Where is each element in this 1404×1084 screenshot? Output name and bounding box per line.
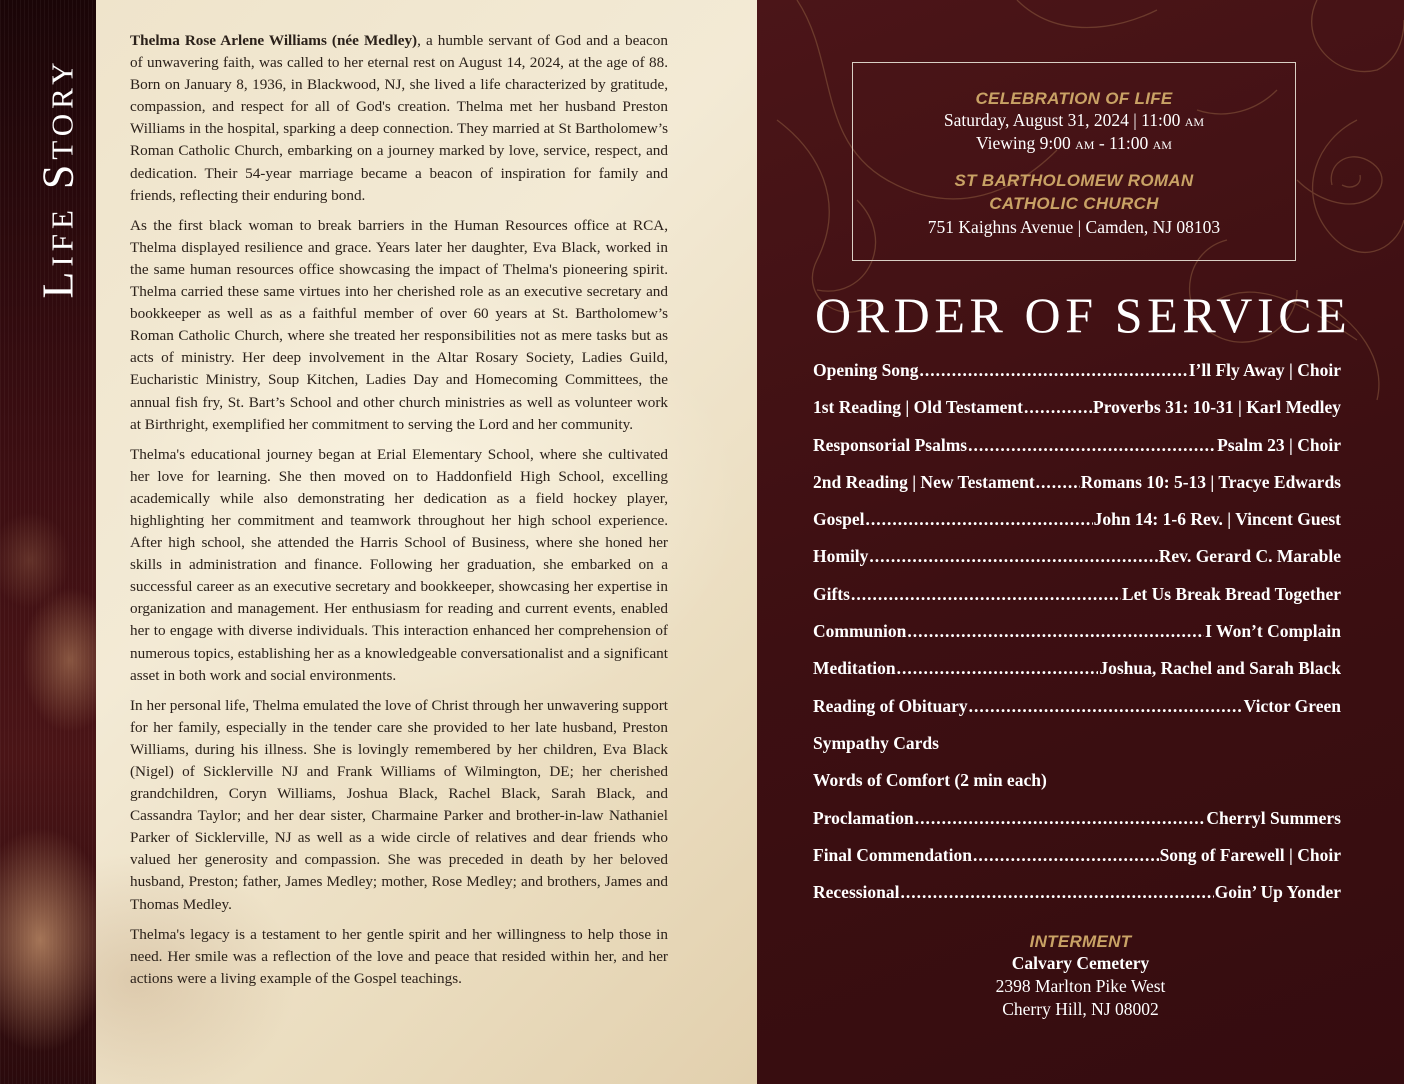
program-value: Victor Green <box>1243 695 1341 716</box>
dot-leader <box>1024 397 1092 418</box>
program-label: Meditation <box>813 658 896 679</box>
dot-leader <box>907 621 1204 642</box>
program-row <box>813 696 1341 733</box>
obituary-paragraph-2: As the first black woman to break barriers in the Human Resources office at RCA, Thelma displayed resilience and grace. Years later her daughter, Eva Black, worked in the same human resources office showcasing the impact of Thelma's pioneering spirit. Thelma carried these same virtues into her cherished role as an executive secretary and bookkeeper as well as as a faithful member of over 60 years at St. Bartholomew’s Roman Catholic Church, where she treated her responsibilities not as mere tasks but as acts of ministry. Her deep involvement in the Altar Rosary Society, Ladies Guild, Eucharistic Ministry, Soup Kitchen, Ladies Day and Homecoming Committees, the annual fish fry, St. Bart’s School and other church ministries as well as volunteer work at Birthright, exemplified her commitment to serving the Lord and her community. <box>130 216 668 433</box>
program-row <box>813 584 1341 621</box>
viewing-start: Viewing 9:00 <box>976 133 1076 153</box>
program-label: Final Commendation <box>813 844 972 865</box>
program-label: Gospel <box>813 509 865 530</box>
program-value: Joshua, Rachel and Sarah Black <box>1099 658 1341 679</box>
program-label: Opening Song <box>813 360 919 380</box>
program-list <box>813 360 1341 919</box>
program-value: Proverbs 31: 10-31 | Karl Medley <box>1093 397 1341 418</box>
program-label: Sympathy Cards <box>813 732 939 753</box>
program-row <box>813 360 1341 397</box>
program-value: Psalm 23 | Choir <box>1217 434 1341 455</box>
program-row <box>813 621 1341 658</box>
program-label: Recessional <box>813 882 900 903</box>
dot-leader <box>915 808 1206 829</box>
program-label: Gifts <box>813 583 850 604</box>
interment-section <box>757 932 1404 1021</box>
program-row <box>813 397 1341 434</box>
obituary-paragraph-4: In her personal life, Thelma emulated the love of Christ through her unwavering support for her family, especially in the tender care she provided to her late husband, Preston Williams, during his illness. She is lovingly remembered by her children, Eva Black (Nigel) of Sicklerville NJ and Frank Williams of Wilmington, DE; her cherished grandchildren, Coryn Williams, Joshua Black, Rachel Black, Sarah Black, and Cassandra Taylor; and her dear sister, Charmaine Parker and brother-in-law Nathaniel Parker of Sicklerville, NJ as well as a wide circle of relatives and dear friends who valued her generosity and compassion. She was preceded in death by her beloved husband, Preston; father, James Medley; mother, Rose Medley; and brothers, James and Thomas Medley. <box>130 696 668 913</box>
program-row <box>813 882 1341 919</box>
dot-leader <box>869 546 1157 567</box>
obituary-paragraph-1 <box>130 30 668 207</box>
program-row <box>813 770 1341 807</box>
obituary-text <box>130 30 668 998</box>
program-value: Romans 10: 5-13 | Tracye Edwards <box>1080 471 1341 492</box>
program-value: I Won’t Complain <box>1205 621 1341 642</box>
dot-leader <box>851 584 1121 605</box>
viewing-ampm-1: am <box>1075 133 1095 153</box>
program-row <box>813 472 1341 509</box>
program-value: Song of Farewell | Choir <box>1159 844 1341 865</box>
church-name-line-2: CATHOLIC CHURCH <box>989 194 1159 213</box>
program-label: Responsorial Psalms <box>813 434 968 455</box>
program-value: Rev. Gerard C. Marable <box>1158 546 1341 567</box>
service-date <box>853 109 1295 132</box>
program-value: Let Us Break Bread Together <box>1121 583 1341 604</box>
cemetery-name: Calvary Cemetery <box>1011 953 1150 973</box>
paragraph-1-text: , a humble servant of God and a beacon of unwavering faith, was called to her eternal rest on August 14, 2024, at the age of 88. Born on January 8, 1936, in Blackwood, NJ, she lived a life characterized by gratitude, compassion, and respect for all of God's creation. Thelma met her husband Preston Williams in the hospital, sparking a deep connection. They married at St Bartholomew’s Roman Catholic Church, embarking on a journey marked by love, service, respect, and dedication. Their 54-year marriage became a beacon of inspiration for family and friends, reflecting their enduring bond. <box>130 32 668 204</box>
dot-leader <box>1036 472 1080 493</box>
program-row <box>813 546 1341 583</box>
program-label: Reading of Obituary <box>813 695 968 716</box>
life-story-title: Life Story <box>33 57 83 299</box>
cemetery-city: Cherry Hill, NJ 08002 <box>1002 999 1159 1019</box>
church-address: 751 Kaighns Avenue | Camden, NJ 08103 <box>927 217 1221 237</box>
celebration-heading: CELEBRATION OF LIFE <box>975 89 1173 108</box>
dot-leader <box>968 435 1216 456</box>
program-row <box>813 658 1341 695</box>
dot-leader <box>897 658 1099 679</box>
program-label: Words of Comfort (2 min each) <box>813 770 1047 791</box>
viewing-ampm-2: am <box>1152 133 1172 153</box>
program-label: Proclamation <box>813 807 914 828</box>
program-label: Homily <box>813 546 869 567</box>
program-row <box>813 845 1341 882</box>
dot-leader <box>973 845 1159 866</box>
obituary-paragraph-3: Thelma's educational journey began at Erial Elementary School, where she cultivated her love for learning. She then moved on to Haddonfield High School, excelling academically while also demonstrating her dedication as a field hockey player, highlighting her commitment and teamwork throughout her high school experience. After high school, she attended the Harris School of Business, where she honed her skills in administration and finance. Following her graduation, she embarked on a successful career as an executive secretary and bookkeeper, showcasing her expertise in organization and management. Her enthusiasm for reading and current events, enabled her to engage with diverse individuals. This interaction enhanced her comprehension of numerous topics, establishing her as a knowledgeable conversationalist and a significant asset in both work and social environments. <box>130 445 668 684</box>
interment-heading: INTERMENT <box>1029 932 1132 951</box>
dot-leader <box>866 509 1093 530</box>
viewing-time <box>853 132 1295 155</box>
program-label: 2nd Reading | New Testament <box>813 471 1035 492</box>
order-of-service-page <box>757 0 1404 1084</box>
deceased-name: Thelma Rose Arlene Williams (née Medley) <box>130 32 418 49</box>
dot-leader <box>969 696 1243 717</box>
dot-leader <box>901 882 1214 903</box>
dot-leader <box>920 360 1188 381</box>
program-value: I’ll Fly Away | Choir <box>1188 360 1341 380</box>
cemetery-street: 2398 Marlton Pike West <box>995 976 1166 996</box>
program-value: John 14: 1-6 Rev. | Vincent Guest <box>1093 509 1341 530</box>
obituary-paragraph-5: Thelma's legacy is a testament to her gentle spirit and her willingness to help those in need. Her smile was a reflection of the love and peace that resided within her, and her actions were a living example of the Gospel teachings. <box>130 925 668 987</box>
obituary-page <box>96 0 757 1084</box>
service-date-ampm: am <box>1184 110 1205 130</box>
left-decorative-strip <box>0 0 96 1084</box>
program-row <box>813 509 1341 546</box>
service-info-box <box>852 62 1296 261</box>
program-row <box>813 435 1341 472</box>
order-of-service-title: ORDER OF SERVICE <box>815 287 1352 343</box>
program-row <box>813 808 1341 845</box>
church-name-line-1: ST BARTHOLOMEW ROMAN <box>954 171 1194 190</box>
program-label: Communion <box>813 621 907 642</box>
program-row <box>813 733 1341 770</box>
service-date-text: Saturday, August 31, 2024 | 11:00 <box>943 110 1185 130</box>
program-value: Cherryl Summers <box>1206 807 1341 828</box>
program-label: 1st Reading | Old Testament <box>813 397 1023 418</box>
program-value: Goin’ Up Yonder <box>1214 882 1341 903</box>
viewing-end: - 11:00 <box>1094 133 1153 153</box>
